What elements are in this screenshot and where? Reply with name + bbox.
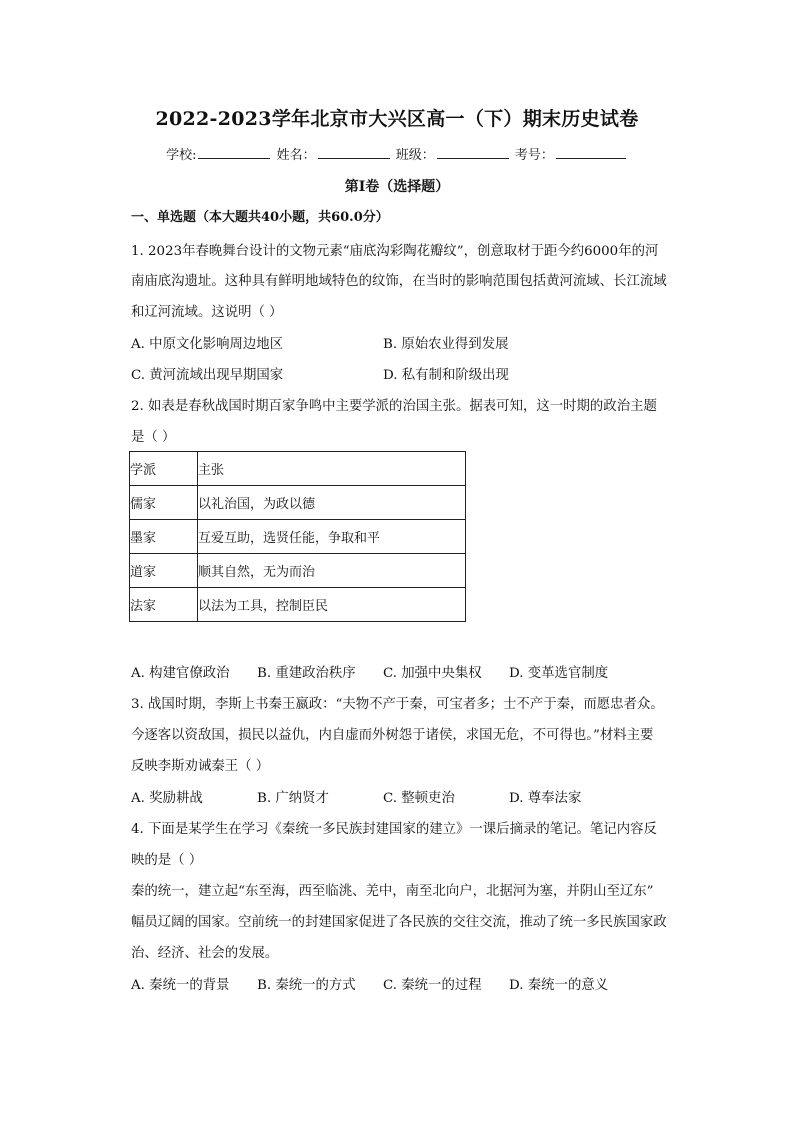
table-cell: 道家 (130, 554, 198, 588)
q4-line-2: 映的是（ ） (131, 853, 203, 868)
q4-option-d: D. 秦统一的意义 (509, 978, 609, 993)
table-cell: 儒家 (130, 486, 198, 520)
q4-option-c: C. 秦统一的过程 (383, 978, 482, 993)
q2-line-2: 是（ ） (131, 430, 176, 445)
school-label: 学校: (166, 148, 197, 163)
table-header-cell: 主张 (198, 452, 466, 486)
table-cell: 以礼治国，为政以德 (198, 486, 466, 520)
q1-option-a: A. 中原文化影响周边地区 (131, 337, 284, 352)
class-blank (437, 146, 509, 159)
q2-line-1: 2. 如表是春秋战国时期百家争鸣中主要学派的治国主张。据表可知，这一时期的政治主题 (131, 399, 657, 414)
q1-line-1: 1. 2023年春晚舞台设计的文物元素“庙底沟彩陶花瓣纹”，创意取材于距今约6000年的河 (131, 244, 659, 259)
q4-line-4: 幅员辽阔的国家。空前统一的封建国家促进了各民族的交往交流，推动了统一多民族国家政 (131, 915, 667, 930)
student-info-line (0, 144, 794, 163)
table-row (130, 486, 466, 520)
table-row (130, 520, 466, 554)
class-label: 班级： (395, 148, 435, 163)
q4-option-b: B. 秦统一的方式 (257, 978, 356, 993)
table-header-cell: 学派 (130, 452, 198, 486)
q1-option-c: C. 黄河流域出现早期国家 (131, 368, 284, 383)
q1-option-b: B. 原始农业得到发展 (383, 337, 509, 352)
q2-option-c: C. 加强中央集权 (383, 666, 482, 681)
school-policy-table (129, 451, 466, 622)
name-label: 姓名： (276, 148, 316, 163)
q3-option-d: D. 尊奉法家 (509, 791, 582, 806)
q2-option-d: D. 变革选官制度 (509, 666, 609, 681)
q1-option-d: D. 私有制和阶级出现 (383, 368, 509, 383)
q4-line-5: 治、经济、社会的发展。 (131, 946, 279, 961)
table-row (130, 588, 466, 622)
name-blank (318, 146, 390, 159)
q3-line-1: 3. 战国时期，李斯上书秦王嬴政：“夫物不产于秦，可宝者多；士不产于秦，而愿忠者众。 (131, 697, 664, 712)
table-cell: 顺其自然，无为而治 (198, 554, 466, 588)
section-title: 第I卷（选择题） (344, 179, 450, 195)
table-cell: 以法为工具，控制臣民 (198, 588, 466, 622)
table-cell: 墨家 (130, 520, 198, 554)
q3-option-c: C. 整顿吏治 (383, 791, 455, 806)
q3-option-b: B. 广纳贤才 (257, 791, 329, 806)
table-header-row (130, 452, 466, 486)
q2-option-b: B. 重建政治秩序 (257, 666, 356, 681)
table-row (130, 554, 466, 588)
q3-option-a: A. 奖励耕战 (131, 791, 203, 806)
table-cell: 法家 (130, 588, 198, 622)
table-cell: 互爱互助，选贤任能，争取和平 (198, 520, 466, 554)
q3-line-2: 今逐客以资敌国，损民以益仇，内自虚而外树怨于诸侯，求国无危，不可得也。”材料主要 (131, 728, 654, 743)
q4-line-3: 秦的统一，建立起“东至海，西至临洮、羌中，南至北向户，北据河为塞，并阴山至辽东” (131, 884, 654, 899)
q4-option-a: A. 秦统一的背景 (131, 978, 230, 993)
q2-option-a: A. 构建官僚政治 (131, 666, 230, 681)
q4-line-1: 4. 下面是某学生在学习《秦统一多民族封建国家的建立》一课后摘录的笔记。笔记内容反 (131, 822, 657, 837)
exam-number-label: 考号： (514, 148, 554, 163)
q3-line-3: 反映李斯劝诫秦王（ ） (131, 759, 270, 774)
q1-line-2: 南庙底沟遗址。这种具有鲜明地域特色的纹饰，在当时的影响范围包括黄河流域、长江流域 (131, 274, 667, 289)
school-blank (198, 146, 270, 159)
exam-number-blank (556, 146, 626, 159)
exam-title: 2022-2023学年北京市大兴区高一（下）期末历史试卷 (155, 108, 639, 130)
q1-line-3: 和辽河流域。这说明（ ） (131, 305, 283, 320)
part-heading: 一、单选题（本大题共40小题，共60.0分） (131, 210, 389, 225)
